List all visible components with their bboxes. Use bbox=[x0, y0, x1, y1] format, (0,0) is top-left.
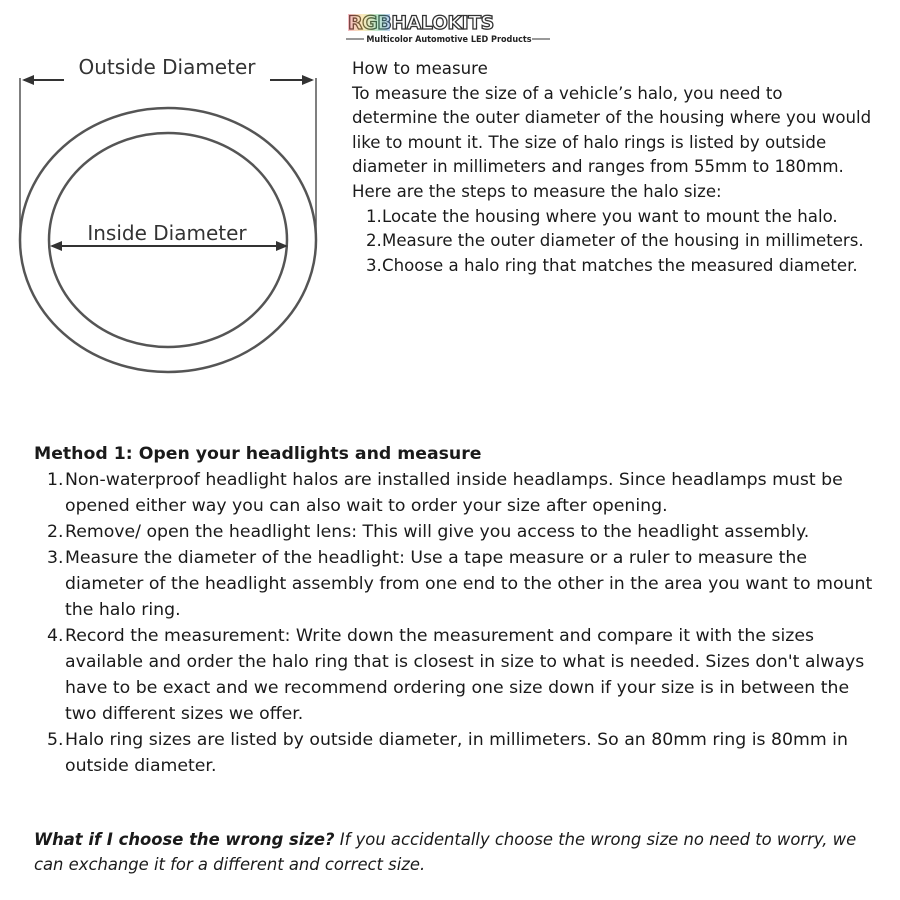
logo-rgb-accent bbox=[348, 14, 390, 31]
intro-section bbox=[352, 57, 872, 278]
list-number: 4. bbox=[47, 626, 64, 646]
method-section bbox=[34, 441, 874, 779]
method-title: Method 1: Open your headlights and measure bbox=[34, 444, 482, 464]
halo-diameter-diagram bbox=[14, 50, 326, 380]
note-answer: If you accidentally choose the wrong size no need to worry, we can exchange it for a different and correct size. bbox=[34, 830, 857, 874]
list-item bbox=[352, 254, 872, 279]
list-text: Non-waterproof headlight halos are installed inside headlamps. Since headlamps must be opened either way you can also wait to order your size after opening. bbox=[65, 470, 843, 516]
list-number: 3. bbox=[366, 255, 382, 275]
outside-arrow-left bbox=[22, 75, 34, 85]
intro-steps-list bbox=[352, 205, 872, 279]
list-number: 5. bbox=[47, 730, 64, 750]
logo-tagline: Multicolor Automotive LED Products bbox=[366, 35, 532, 45]
list-text: Remove/ open the headlight lens: This will give you access to the headlight assembly. bbox=[65, 522, 810, 542]
outside-arrow-right bbox=[302, 75, 314, 85]
brand-logo bbox=[344, 10, 554, 46]
list-item bbox=[352, 229, 872, 254]
list-item bbox=[34, 519, 874, 545]
list-item bbox=[352, 205, 872, 230]
list-text: Locate the housing where you want to mount the halo. bbox=[382, 206, 838, 226]
inside-diameter-label: Inside Diameter bbox=[87, 221, 247, 245]
inside-arrow-left bbox=[50, 241, 62, 251]
list-item bbox=[34, 623, 874, 727]
list-number: 1. bbox=[366, 206, 382, 226]
logo-brand-text: RGBHALOKITS bbox=[348, 12, 494, 34]
list-number: 1. bbox=[47, 470, 64, 490]
list-item bbox=[34, 545, 874, 623]
list-text: Halo ring sizes are listed by outside diameter, in millimeters. So an 80mm ring is 80mm in outside diameter. bbox=[65, 730, 848, 776]
list-number: 3. bbox=[47, 548, 64, 568]
method-steps-list bbox=[34, 467, 874, 779]
intro-heading: How to measure bbox=[352, 59, 488, 78]
list-item bbox=[34, 727, 874, 779]
list-text: Measure the diameter of the headlight: Use a tape measure or a ruler to measure the diameter of the headlight assembly from one end to the other in the area you want to mount the halo ring. bbox=[65, 548, 873, 620]
list-number: 2. bbox=[47, 522, 64, 542]
list-text: Record the measurement: Write down the measurement and compare it with the sizes available and order the halo ring that is closest in size to what is needed. Sizes don't always have to be exact and we recommend ordering one size down if your size is in between the two different sizes we offer. bbox=[65, 626, 865, 724]
intro-paragraph: To measure the size of a vehicle’s halo, you need to determine the outer diameter of the housing where you would like to mount it. The size of halo rings is listed by outside diameter in millimeters and ranges from 55mm to 180mm. Here are the steps to measure the halo size: bbox=[352, 83, 872, 201]
list-item bbox=[34, 467, 874, 519]
list-text: Choose a halo ring that matches the measured diameter. bbox=[382, 255, 858, 275]
note-question: What if I choose the wrong size? bbox=[34, 830, 335, 849]
list-text: Measure the outer diameter of the housing in millimeters. bbox=[382, 231, 864, 251]
wrong-size-note bbox=[34, 828, 874, 877]
list-number: 2. bbox=[366, 231, 382, 251]
outside-diameter-label: Outside Diameter bbox=[78, 55, 256, 79]
